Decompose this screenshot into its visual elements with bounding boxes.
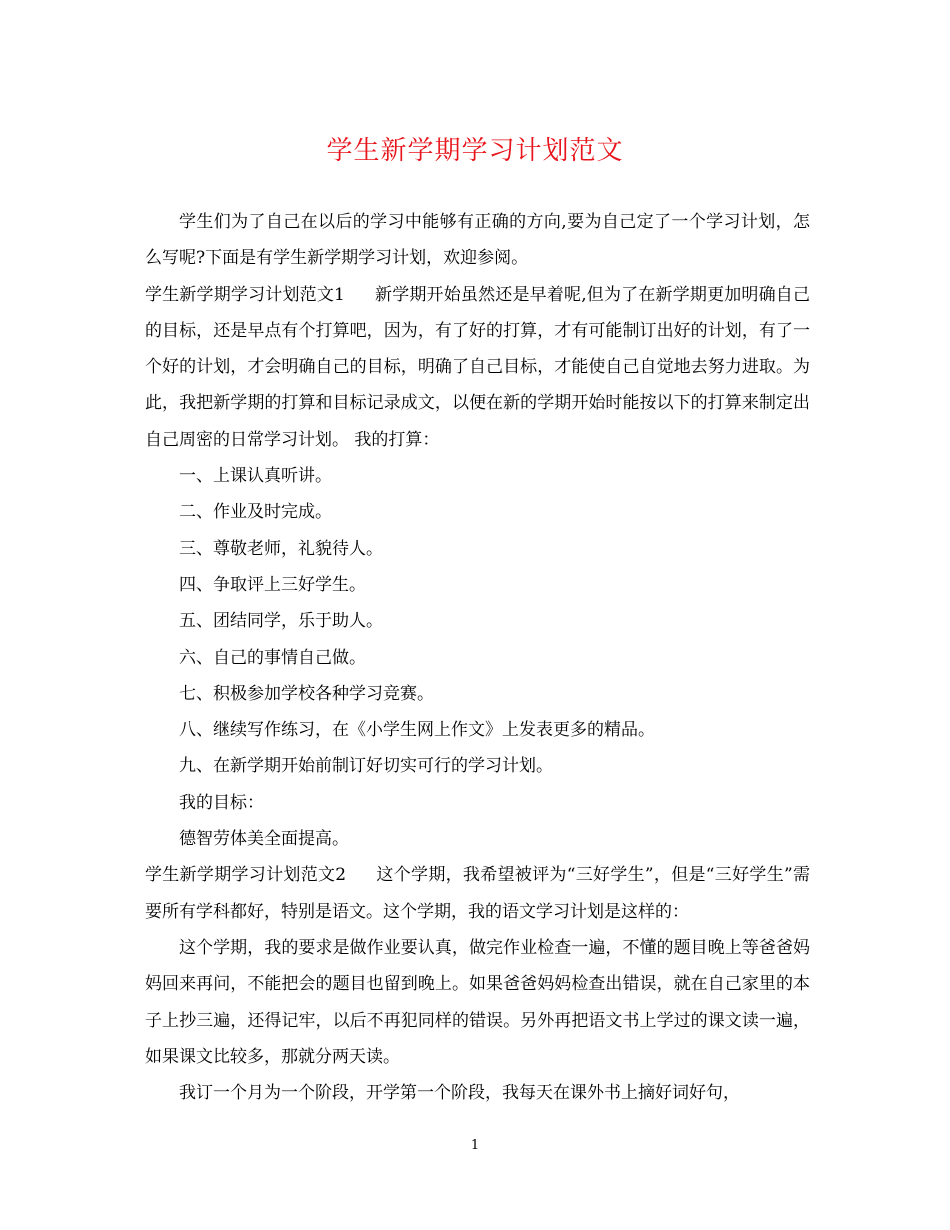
document-body	[145, 204, 810, 1111]
stage-paragraph: 我订一个月为一个阶段，开学第一个阶段，我每天在课外书上摘好词好句，	[179, 1083, 740, 1104]
goal-text: 德智劳体美全面提高。	[179, 829, 349, 850]
plan-item-4: 四、争取评上三好学生。	[179, 574, 366, 595]
plan-item-3: 三、尊敬老师，礼貌待人。	[179, 538, 383, 559]
sample-1-heading: 学生新学期学习计划范文1	[145, 284, 345, 305]
page-number: 1	[470, 1138, 480, 1153]
sample-1-paragraph	[145, 277, 810, 458]
plan-item-5: 五、团结同学，乐于助人。	[179, 611, 383, 632]
plan-item-6: 六、自己的事情自己做。	[179, 647, 366, 668]
plan-item-1: 一、上课认真听讲。	[179, 466, 332, 487]
intro-paragraph: 学生们为了自己在以后的学习中能够有正确的方向,要为自己定了一个学习计划，怎么写呢?下面是有学生新学期学习计划，欢迎参阅。	[145, 212, 810, 269]
homework-paragraph: 这个学期，我的要求是做作业要认真，做完作业检查一遍，不懂的题目晚上等爸爸妈妈回来再问，不能把会的题目也留到晚上。如果爸爸妈妈检查出错误，就在自己家里的本子上抄三遍，还得记牢，以后不再犯同样的错误。另外再把语文书上学过的课文读一遍，如果课文比较多，那就分两天读。	[145, 937, 810, 1067]
sample-2-heading: 学生新学期学习计划范文2	[145, 865, 347, 886]
sample-1-text: 新学期开始虽然还是早着呢,但为了在新学期更加明确自己的目标，还是早点有个打算吧，因为，有了好的打算，才有可能制订出好的计划，有了一个好的计划，才会明确自己的目标，明确了自己目标，才能使自己自觉地去努力进取。为此，我把新学期的打算和目标记录成文，以便在新的学期开始时能按以下的打算来制定出自己周密的日常学习计划。 我的打算：	[145, 284, 810, 450]
plan-item-2: 二、作业及时完成。	[179, 502, 332, 523]
plan-item-8: 八、继续写作练习，在《小学生网上作文》上发表更多的精品。	[179, 720, 655, 741]
sample-2-paragraph	[145, 857, 810, 930]
goal-label: 我的目标：	[179, 792, 264, 813]
sample-2-text: 这个学期，我希望被评为“三好学生”，但是“三好学生”需要所有学科都好，特别是语文。这个学期，我的语文学习计划是这样的：	[145, 865, 810, 922]
document-title: 学生新学期学习计划范文	[326, 136, 624, 166]
plan-item-7: 七、积极参加学校各种学习竞赛。	[179, 683, 434, 704]
plan-item-9: 九、在新学期开始前制订好切实可行的学习计划。	[179, 756, 553, 777]
